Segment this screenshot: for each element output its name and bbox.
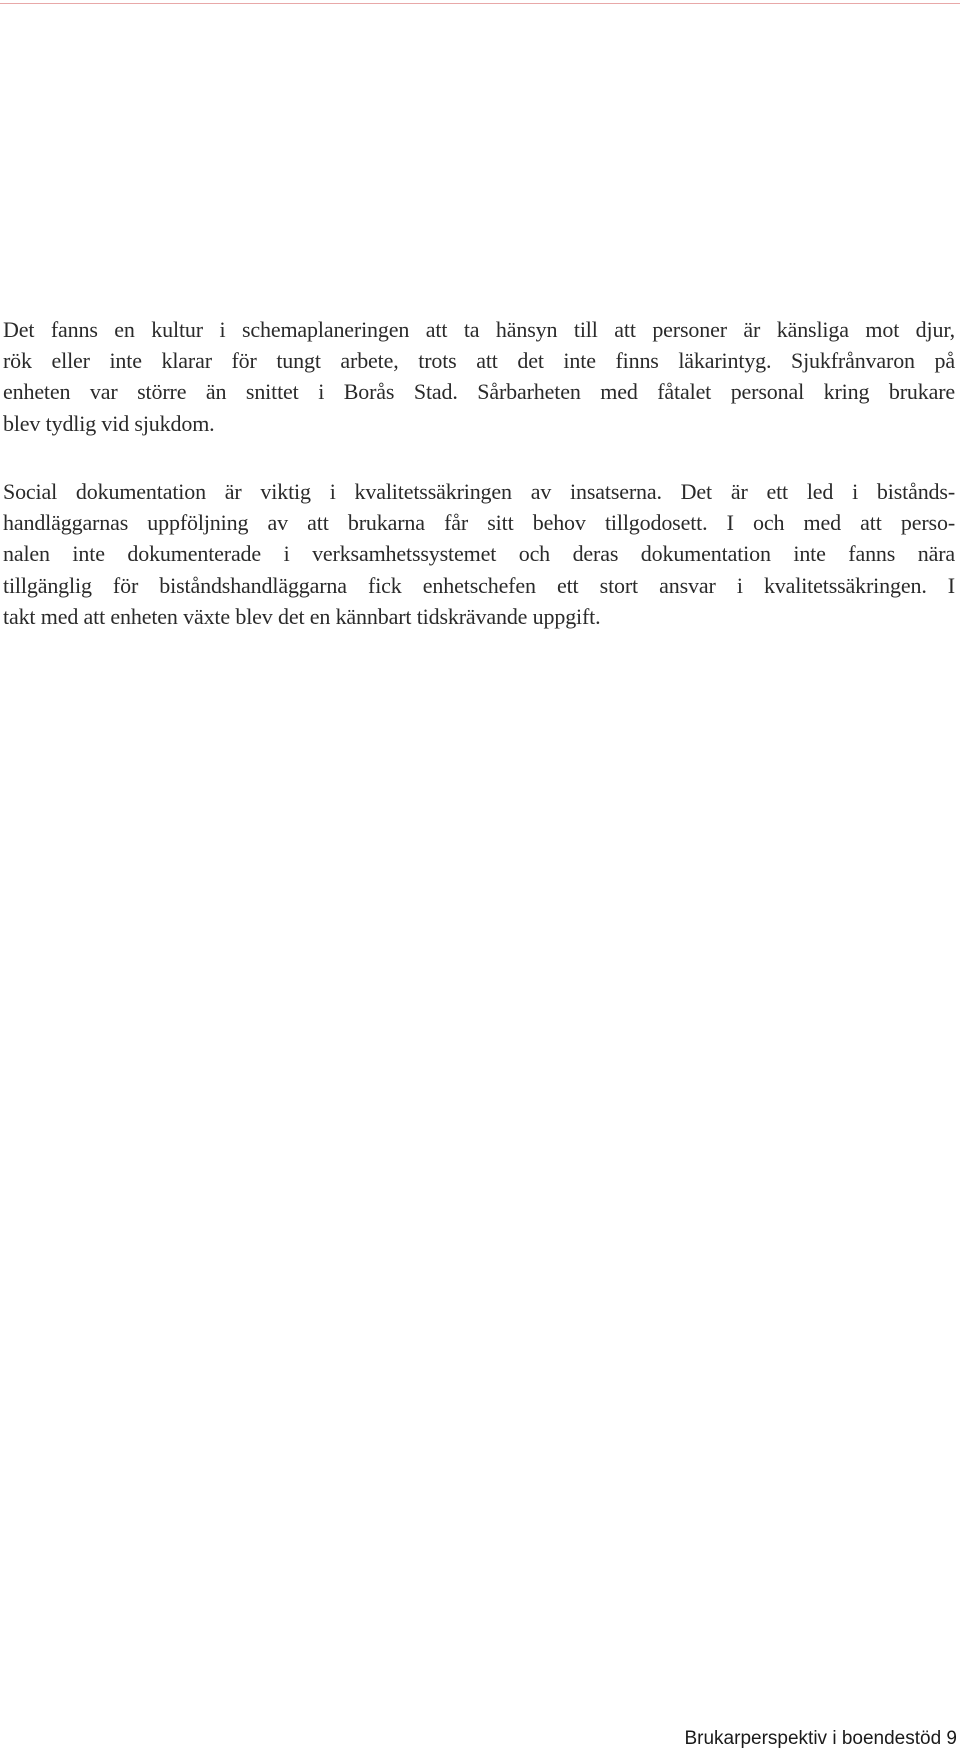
paragraph-line: handläggarnas uppföljning av att brukarna får sitt behov tillgodosett. I och med att perso- (3, 510, 955, 536)
page-number: 9 (946, 1728, 957, 1749)
paragraph-line: Det fanns en kultur i schemaplaneringen att ta hänsyn till att personer är känsliga mot djur, (3, 317, 955, 342)
running-title: Brukarperspektiv i boendestöd (684, 1728, 942, 1749)
paragraph-line: nalen inte dokumenterade i verksamhetssystemet och deras dokumentation inte fanns nära (3, 541, 955, 567)
paragraph-1 (3, 314, 955, 439)
paragraph-line: Social dokumentation är viktig i kvalitetssäkringen av insatserna. Det är ett led i bistånds- (3, 479, 955, 504)
paragraph-line: enheten var större än snittet i Borås Stad. Sårbarheten med fåtalet personal kring brukare (3, 379, 955, 405)
top-rule (0, 3, 960, 4)
paragraph-line: blev tydlig vid sjukdom. (3, 410, 215, 436)
paragraph-line: tillgänglig för biståndshandläggarna fick enhetschefen ett stort ansvar i kvalitetssäkringen. I (3, 572, 955, 598)
page-footer (684, 1728, 957, 1750)
paragraph-line: rök eller inte klarar för tungt arbete, trots att det inte finns läkarintyg. Sjukfrånvaron på (3, 348, 955, 374)
paragraph-2 (3, 476, 955, 632)
paragraph-line: takt med att enheten växte blev det en kännbart tidskrävande uppgift. (3, 603, 601, 629)
